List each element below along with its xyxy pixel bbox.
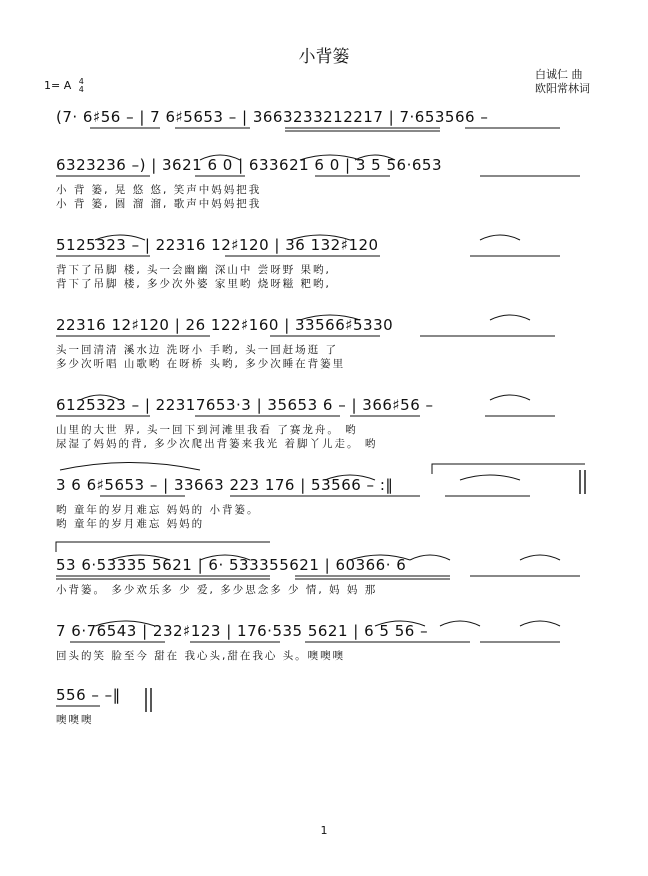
time-bottom: 4 (78, 85, 84, 94)
notation-line: 7 6·76543 | 232♯123 | 176·535 5621 | 6 5 56 – (56, 622, 429, 640)
lyrics-verse-2: 背下了吊脚 楼, 多少次外婆 家里哟 烧呀糍 粑哟, (56, 278, 331, 290)
page-title: 小背篓 (298, 47, 350, 67)
notation-line: 5125323 – | 22316 12♯120 | 36 132♯120 (56, 236, 379, 254)
notation-line: 556 – –‖ (56, 686, 121, 704)
notation-line: 6125323 – | 22317653·3 | 35653 6 – | 366♯56 – (56, 396, 434, 414)
lyrics-verse-1: 背下了吊脚 楼, 头一会幽幽 深山中 尝呀野 果哟, (56, 264, 331, 276)
lyrics-verse-1: 小 背 篓, 晃 悠 悠, 笑声中妈妈把我 (56, 184, 262, 196)
lyrics-verse-1: 噢噢噢 (56, 714, 94, 726)
time-top: 4 (78, 77, 84, 86)
notation-line: 6323236 –) | 3621 6 0 | 633621 6 0 | 3 5 56·653 (56, 156, 442, 174)
lyrics-verse-2: 小 背 篓, 圆 溜 溜, 歌声中妈妈把我 (56, 198, 262, 210)
lyrics-verse-1: 山里的大世 界, 头一回下到河滩里我看 了赛龙舟。 哟 (56, 424, 358, 436)
notation-line: 22316 12♯120 | 26 122♯160 | 33566♯5330 (56, 316, 394, 334)
key-label: 1= A (44, 79, 72, 92)
lyrics-verse-2: 哟 童年的岁月难忘 妈妈的 (56, 518, 205, 530)
notation-line: (7· 6♯56 – | 7 6♯5653 – | 3663233212217 | 7·653566 – (56, 108, 489, 126)
lyrics-verse-1: 回头的笑 脸至今 甜在 我心头,甜在我心 头。噢噢噢 (56, 650, 346, 662)
notation-line: 3 6 6♯5653 – | 33663 223 176 | 53566 – :‖ (56, 476, 394, 494)
lyricist-credit: 欧阳常林词 (535, 82, 590, 95)
composer-credit: 白诚仁 曲 (535, 68, 583, 81)
lyrics-verse-2: 多少次听唱 山歌哟 在呀桥 头哟, 多少次睡在背篓里 (56, 358, 346, 370)
lyrics-verse-1: 头一回清清 溪水边 洗呀小 手哟, 头一回赶场逛 了 (56, 344, 339, 356)
lyrics-verse-1: 哟 童年的岁月难忘 妈妈的 小背篓。 (56, 504, 260, 516)
lyrics-verse-2: 尿湿了妈妈的背, 多少次爬出背篓来我光 着脚丫儿走。 哟 (56, 438, 378, 450)
lyrics-verse-1: 小背篓。 多少欢乐多 少 爱, 多少思念多 少 情, 妈 妈 那 (56, 584, 378, 596)
notation-line: 53 6·53335 5621 | 6· 533355621 | 60366· 6 (56, 556, 407, 574)
page-number: 1 (320, 824, 328, 837)
